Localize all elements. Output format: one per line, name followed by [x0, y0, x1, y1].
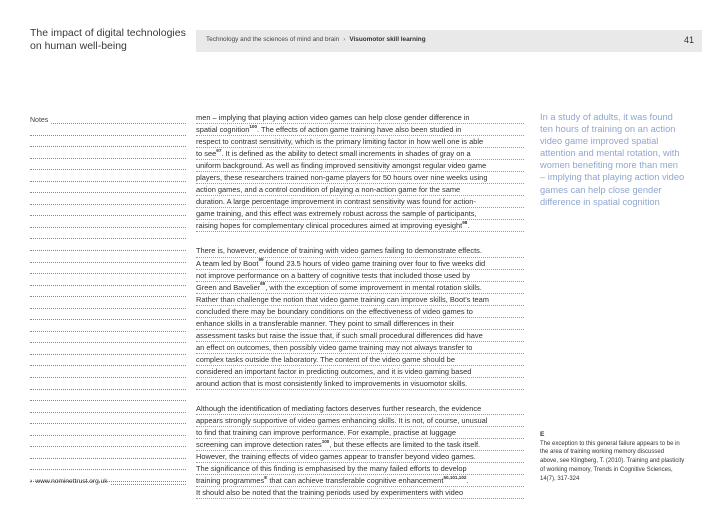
pull-quote-line: difference in spatial cognition	[540, 196, 660, 207]
text-run: . It is defined as the ability to detect small increments in shades of gray on a	[221, 149, 471, 159]
text-run: , with the exception of some improvement in mental rotation skills.	[265, 282, 482, 292]
text-run: screening can improve detection rates	[196, 440, 322, 450]
text-line: an effect on outcomes, then possibly video game training may not always transfer to	[196, 342, 524, 354]
notes-dotted-rule	[51, 117, 186, 124]
pull-quote-line: attention and mental rotation, with	[540, 148, 680, 159]
notes-writing-line	[30, 366, 186, 378]
notes-writing-line	[30, 228, 186, 240]
notes-writing-line	[30, 205, 186, 217]
notes-writing-line	[30, 436, 186, 448]
citation-superscript[interactable]: E	[264, 474, 268, 480]
arrow-right-icon: ›	[30, 478, 33, 485]
notes-writing-line	[30, 193, 186, 205]
notes-writing-line	[30, 343, 186, 355]
notes-dotted-rule	[111, 478, 186, 485]
notes-writing-line	[30, 263, 186, 275]
text-line: considered an important factor in predicting outcomes, and it is video gaming based	[196, 366, 524, 378]
citation-superscript[interactable]: 100	[321, 438, 330, 444]
notes-writing-line	[30, 124, 186, 136]
text-run: The significance of this finding is emphasised by the many failed efforts to develop	[196, 464, 467, 474]
text-run: raising hopes for complementary clinical procedures aimed at improving eyesight	[196, 221, 463, 231]
paragraph	[196, 112, 524, 245]
paragraph	[196, 403, 524, 512]
text-line: action games, and a control condition of playing a non-action game for the same	[196, 184, 524, 196]
text-line	[196, 258, 524, 270]
notes-writing-line	[30, 309, 186, 321]
document-title-line: The impact of digital technologies	[30, 27, 186, 39]
citation-superscript[interactable]: 89	[260, 281, 266, 287]
pull-quote-line: women benefiting more than men	[540, 160, 678, 171]
notes-writing-line	[30, 401, 186, 413]
text-line	[196, 475, 524, 487]
text-run: .	[467, 221, 470, 231]
footnote-line: of working memory, Trends in Cognitive Sciences,	[540, 466, 673, 473]
text-line: game training, and this effect was extremely robust across the sample of participants,	[196, 208, 524, 220]
text-line: It should also be noted that the training periods used by experimenters with video	[196, 487, 524, 499]
pull-quote-line: games can help close gender	[540, 184, 662, 195]
notes-heading-label: Notes	[30, 117, 49, 124]
paragraph	[196, 245, 524, 403]
footnote-line: 14(7), 317-324	[540, 475, 580, 482]
text-line: uniform background. As well as finding improved sensitivity amongst regular video game	[196, 160, 524, 172]
notes-writing-line	[30, 320, 186, 332]
text-run: , but these effects are limited to the task itself.	[329, 440, 481, 450]
breadcrumb-section[interactable]: Technology and the sciences of mind and brain	[206, 36, 340, 43]
text-line: duration. A large percentage improvement in contrast sensitivity was found for action-	[196, 196, 524, 208]
text-run: .	[466, 476, 469, 486]
notes-writing-line	[30, 216, 186, 228]
text-line	[196, 220, 524, 232]
text-line	[196, 282, 524, 294]
body-column	[196, 112, 524, 512]
pull-quote-line: In a study of adults, it was found	[540, 112, 673, 122]
notes-writing-line	[30, 390, 186, 402]
text-line: men – implying that playing action video games can help close gender difference in	[196, 112, 524, 124]
text-line: not improve performance on a battery of cognitive tests that included those used by	[196, 270, 524, 282]
text-run: to see	[196, 149, 217, 159]
notes-writing-line	[30, 447, 186, 459]
text-line: to find that training can improve performance. For example, practise at luggage	[196, 427, 524, 439]
text-run: A team led by Boot	[196, 258, 259, 268]
text-run: that can achieve transferable cognitive enhancement	[267, 476, 444, 486]
footnote-marker: E	[540, 431, 545, 438]
text-line	[196, 124, 524, 136]
notes-writing-line	[30, 239, 186, 251]
notes-writing-line	[30, 413, 186, 425]
text-line: appears strongly supportive of video games enhancing skills. It is not, of course, unusual	[196, 415, 524, 427]
notes-writing-line	[30, 170, 186, 182]
pull-quote-line: video game improved spatial	[540, 136, 659, 147]
notes-writing-line	[30, 355, 186, 367]
document-title-line: on human well-being	[30, 40, 127, 52]
notes-writing-line	[30, 378, 186, 390]
text-line: Although the identification of mediating factors deserves further research, the evidence	[196, 403, 524, 415]
text-line	[196, 439, 524, 451]
notes-heading	[30, 113, 186, 124]
citation-superscript[interactable]: 97	[216, 147, 222, 153]
text-line: around action that is most consistently linked to improvements in visuomotor skills.	[196, 378, 524, 390]
notes-lines	[30, 124, 186, 482]
footnote-line: above, see Klingberg, T. (2010). Training and plasticity	[540, 458, 685, 465]
text-line: Rather than challenge the notion that video game training can improve skills, Boot’s team	[196, 294, 524, 306]
citation-superscript[interactable]: 99	[258, 257, 264, 263]
text-line: players, these researchers trained non-game players for 50 hours over nine weeks using	[196, 172, 524, 184]
text-line: complex tasks outside the laboratory. The content of the video game should be	[196, 354, 524, 366]
text-run: found 23.5 hours of video game training over four to five weeks did	[263, 258, 486, 268]
footnote	[540, 431, 705, 483]
notes-writing-line	[30, 182, 186, 194]
notes-panel	[30, 113, 186, 482]
notes-writing-line	[30, 251, 186, 263]
text-run: training programmes	[196, 476, 265, 486]
notes-writing-line	[30, 459, 186, 471]
notes-writing-line	[30, 147, 186, 159]
citation-superscript[interactable]: 50,101,102	[443, 474, 467, 480]
text-line: respect to contrast sensitivity, which is the primary limiting factor in how well one is able	[196, 136, 524, 148]
text-line: There is, however, evidence of training with video games failing to demonstrate effects.	[196, 245, 524, 257]
citation-superscript[interactable]: 98	[462, 219, 468, 225]
breadcrumb	[206, 36, 426, 43]
notes-url	[30, 478, 186, 485]
text-line: assessment tasks but raise the issue that, if such small procedural differences did have	[196, 330, 524, 342]
text-run: Green and Bavelier	[196, 282, 261, 292]
notes-writing-line	[30, 424, 186, 436]
notes-writing-line	[30, 159, 186, 171]
text-run: spatial cognition	[196, 125, 250, 135]
page-number: 41	[683, 35, 694, 45]
text-line: However, the training effects of video games appear to transfer beyond video games.	[196, 451, 524, 463]
notes-writing-line	[30, 297, 186, 309]
text-line	[196, 148, 524, 160]
breadcrumb-current: Visuomotor skill learning	[349, 36, 426, 43]
text-line	[196, 463, 524, 475]
header-bar	[196, 30, 702, 52]
notes-writing-line	[30, 332, 186, 344]
footnote-line: the area of training working memory discussed	[540, 449, 665, 456]
text-line: enhance skills in a transferable manner. They point to small differences in their	[196, 318, 524, 330]
text-line: concluded there may be boundary conditions on the effectiveness of video games to	[196, 306, 524, 318]
breadcrumb-separator-icon: ›	[343, 36, 346, 43]
notes-writing-line	[30, 286, 186, 298]
notes-writing-line	[30, 274, 186, 286]
footnote-lines	[540, 440, 705, 484]
citation-superscript[interactable]: 100	[249, 123, 258, 129]
footnote-line: The exception to this general failure appears to be in	[540, 440, 680, 447]
pull-quote	[540, 111, 705, 208]
pull-quote-line: – implying that playing action video	[540, 172, 685, 183]
text-run: . The effects of action game training have also been studied in	[257, 125, 462, 135]
website-link[interactable]: www.nominettrust.org.uk	[35, 478, 108, 485]
pull-quote-line: ten hours of training on an action	[540, 124, 676, 135]
notes-writing-line	[30, 136, 186, 148]
document-title	[30, 27, 190, 53]
